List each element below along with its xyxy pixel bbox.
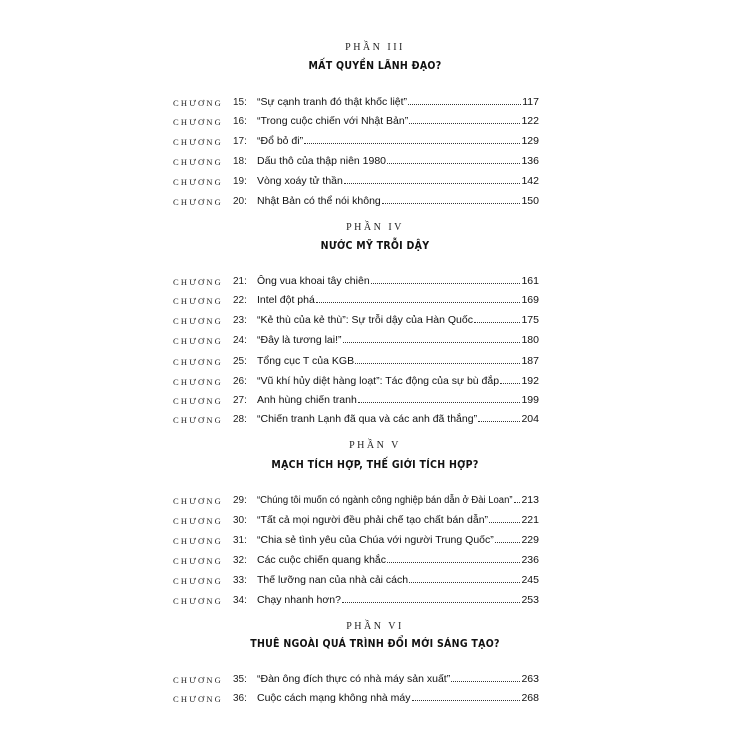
- chapter-label: CHƯƠNG: [173, 277, 224, 287]
- chapter-title: Vòng xoáy tử thần: [257, 175, 343, 187]
- toc-entry[interactable]: [173, 332, 539, 346]
- page-number: 204: [521, 413, 539, 425]
- toc-entry[interactable]: [173, 512, 539, 526]
- chapter-label: CHƯƠNG: [173, 415, 224, 425]
- chapter-title: “Chiến tranh Lạnh đã qua và các anh đã thắng”: [257, 413, 478, 425]
- toc-entry[interactable]: [173, 353, 539, 367]
- toc-entry[interactable]: [173, 373, 539, 387]
- page-number: 117: [522, 96, 539, 108]
- toc-entry[interactable]: [173, 411, 539, 425]
- page-number: 192: [521, 375, 539, 387]
- page-number: 213: [521, 494, 539, 506]
- toc-entry[interactable]: [173, 671, 539, 685]
- part-label: PHẦN V: [349, 440, 401, 451]
- part-title: MẠCH TÍCH HỢP, THẾ GIỚI TÍCH HỢP?: [271, 459, 479, 471]
- chapter-label: CHƯƠNG: [173, 117, 224, 127]
- chapter-number: 26:: [233, 376, 247, 387]
- chapter-label: CHƯƠNG: [173, 177, 224, 187]
- page-number: 129: [521, 135, 539, 147]
- chapter-number: 18:: [233, 156, 247, 167]
- toc-entry[interactable]: [173, 392, 539, 406]
- leader-dots: [304, 143, 520, 144]
- chapter-number: 22:: [233, 295, 247, 306]
- chapter-number: 24:: [233, 335, 247, 346]
- leader-dots: [343, 342, 521, 343]
- toc-entry[interactable]: [173, 173, 539, 187]
- chapter-number: 34:: [233, 595, 247, 606]
- chapter-label: CHƯƠNG: [173, 197, 224, 207]
- leader-dots: [371, 283, 521, 284]
- chapter-title: Intel đột phá: [257, 294, 315, 306]
- page-number: 136: [521, 155, 539, 167]
- chapter-label: CHƯƠNG: [173, 98, 224, 108]
- leader-dots: [495, 542, 521, 543]
- chapter-title: Các cuộc chiến quang khắc: [257, 554, 386, 566]
- page-number: 142: [521, 175, 539, 187]
- chapter-label: CHƯƠNG: [173, 576, 224, 586]
- chapter-label: CHƯƠNG: [173, 357, 224, 367]
- chapter-label: CHƯƠNG: [173, 316, 224, 326]
- page-number: 161: [521, 275, 539, 287]
- page-number: 253: [521, 594, 539, 606]
- chapter-number: 27:: [233, 395, 247, 406]
- page-number: 268: [521, 692, 539, 704]
- part-title: NƯỚC MỸ TRỖI DẬY: [320, 240, 430, 252]
- page-number: 199: [521, 394, 539, 406]
- chapter-title: “Kẻ thù của kẻ thù”: Sự trỗi dậy của Hàn Quốc: [257, 314, 473, 326]
- chapter-number: 36:: [233, 693, 247, 704]
- leader-dots: [316, 302, 521, 303]
- chapter-title: Anh hùng chiến tranh: [257, 394, 357, 406]
- leader-dots: [387, 163, 520, 164]
- toc-entry[interactable]: [173, 572, 539, 586]
- part-label: PHẦN III: [345, 42, 405, 53]
- part-label: PHẦN VI: [346, 621, 404, 632]
- chapter-number: 16:: [233, 116, 247, 127]
- chapter-number: 30:: [233, 515, 247, 526]
- chapter-label: CHƯƠNG: [173, 377, 224, 387]
- toc-entry[interactable]: [173, 292, 539, 306]
- chapter-title: Chạy nhanh hơn?: [257, 594, 341, 606]
- chapter-number: 19:: [233, 176, 247, 187]
- leader-dots: [412, 700, 521, 701]
- chapter-number: 28:: [233, 414, 247, 425]
- chapter-label: CHƯƠNG: [173, 675, 224, 685]
- chapter-title: “Chia sẻ tình yêu của Chúa với người Trung Quốc”: [257, 534, 494, 546]
- page-number: 175: [521, 314, 539, 326]
- page-number: 263: [521, 673, 539, 685]
- leader-dots: [382, 203, 521, 204]
- chapter-title: “Tất cả mọi người đều phải chế tạo chất bán dẫn”: [257, 514, 489, 526]
- chapter-label: CHƯƠNG: [173, 596, 224, 606]
- chapter-number: 29:: [233, 495, 247, 506]
- chapter-number: 25:: [233, 356, 247, 367]
- page-number: 180: [521, 334, 539, 346]
- toc-entry[interactable]: [173, 690, 539, 704]
- chapter-label: CHƯƠNG: [173, 496, 224, 506]
- chapter-label: CHƯƠNG: [173, 516, 224, 526]
- chapter-number: 35:: [233, 674, 247, 685]
- toc-entry[interactable]: [173, 113, 539, 127]
- leader-dots: [478, 421, 520, 422]
- toc-entry[interactable]: [173, 312, 539, 326]
- toc-entry[interactable]: [173, 273, 539, 287]
- page-number: 245: [521, 574, 539, 586]
- chapter-label: CHƯƠNG: [173, 536, 224, 546]
- toc-entry[interactable]: [173, 133, 539, 147]
- leader-dots: [451, 681, 520, 682]
- toc-entry[interactable]: [173, 492, 539, 506]
- chapter-label: CHƯƠNG: [173, 137, 224, 147]
- page-number: 150: [521, 195, 539, 207]
- chapter-title: “Sự cạnh tranh đó thật khốc liệt”: [257, 96, 408, 108]
- leader-dots: [344, 183, 521, 184]
- chapter-title: Thế lưỡng nan của nhà cải cách: [257, 574, 409, 586]
- page-number: 229: [521, 534, 539, 546]
- leader-dots: [342, 602, 521, 603]
- chapter-title: Tổng cục T của KGB: [257, 355, 355, 367]
- chapter-number: 32:: [233, 555, 247, 566]
- chapter-number: 33:: [233, 575, 247, 586]
- toc-entry[interactable]: [173, 94, 539, 108]
- part-title: MẤT QUYỀN LÃNH ĐẠO?: [308, 60, 442, 72]
- chapter-title: “Vũ khí hủy diệt hàng loạt”: Tác động của sự bù đắp: [257, 375, 500, 387]
- leader-dots: [355, 363, 520, 364]
- chapter-label: CHƯƠNG: [173, 694, 224, 704]
- chapter-label: CHƯƠNG: [173, 296, 224, 306]
- chapter-title: Dấu thô của thập niên 1980: [257, 155, 387, 167]
- chapter-number: 31:: [233, 535, 247, 546]
- leader-dots: [489, 522, 520, 523]
- leader-dots: [387, 562, 520, 563]
- chapter-title: “Trong cuộc chiến với Nhật Bản”: [257, 115, 409, 127]
- leader-dots: [408, 104, 521, 105]
- chapter-number: 17:: [233, 136, 247, 147]
- chapter-title: Cuộc cách mạng không nhà máy: [257, 692, 411, 704]
- page-number: 187: [521, 355, 539, 367]
- leader-dots: [500, 383, 520, 384]
- toc-entry[interactable]: [173, 153, 539, 167]
- chapter-title: Ông vua khoai tây chiên: [257, 275, 370, 287]
- leader-dots: [474, 322, 520, 323]
- leader-dots: [409, 582, 520, 583]
- toc-entry[interactable]: [173, 532, 539, 546]
- chapter-label: CHƯƠNG: [173, 396, 224, 406]
- page-number: 169: [521, 294, 539, 306]
- chapter-label: CHƯƠNG: [173, 157, 224, 167]
- chapter-label: CHƯƠNG: [173, 336, 224, 346]
- chapter-title: “Chúng tôi muốn có ngành công nghiệp bán dẫn ở Đài Loan”: [257, 495, 513, 506]
- chapter-number: 20:: [233, 196, 247, 207]
- part-label: PHẦN IV: [346, 222, 404, 233]
- toc-entry[interactable]: [173, 592, 539, 606]
- chapter-title: “Đây là tương lai!”: [257, 334, 342, 346]
- leader-dots: [358, 402, 521, 403]
- chapter-number: 21:: [233, 276, 247, 287]
- page-number: 221: [521, 514, 539, 526]
- toc-entry[interactable]: [173, 193, 539, 207]
- toc-entry[interactable]: [173, 552, 539, 566]
- part-title: THUÊ NGOÀI QUÁ TRÌNH ĐỔI MỚI SÁNG TẠO?: [250, 638, 500, 650]
- chapter-number: 15:: [233, 97, 247, 108]
- leader-dots: [514, 502, 520, 503]
- page-number: 236: [521, 554, 539, 566]
- chapter-label: CHƯƠNG: [173, 556, 224, 566]
- leader-dots: [409, 123, 520, 124]
- chapter-number: 23:: [233, 315, 247, 326]
- chapter-title: “Đàn ông đích thực có nhà máy sản xuất”: [257, 673, 451, 685]
- chapter-title: Nhật Bản có thể nói không: [257, 195, 381, 207]
- page-number: 122: [521, 115, 539, 127]
- chapter-title: “Đổ bỏ đi”: [257, 135, 304, 147]
